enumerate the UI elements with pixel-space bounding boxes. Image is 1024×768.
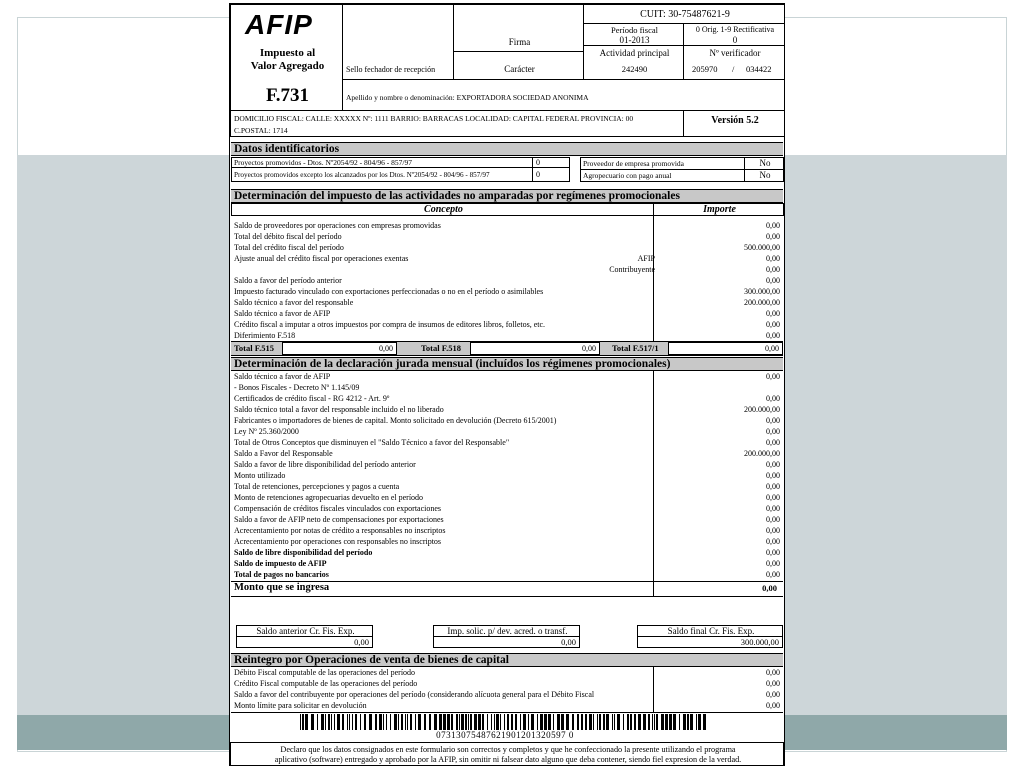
- declaracion-row-value: 0,00: [766, 438, 780, 447]
- barcode-bar: [603, 714, 605, 730]
- orig-value: 0: [732, 35, 738, 45]
- barcode-bar: [585, 714, 587, 730]
- total-518-label: Total F.518: [421, 343, 461, 353]
- barcode-bar: [375, 714, 377, 730]
- declaracion-row-label: Saldo de libre disponibilidad del período: [234, 548, 373, 557]
- barcode-bar: [321, 714, 324, 730]
- determinacion-row: [234, 297, 780, 308]
- saldo-final-value: 300.000,00: [740, 637, 779, 647]
- barcode-bar: [331, 714, 332, 730]
- declaracion-row: [234, 382, 780, 393]
- saldo-anterior-value-box: [236, 636, 373, 648]
- barcode-bar: [690, 714, 693, 730]
- determinacion-row-value: 0,00: [766, 221, 780, 230]
- declaracion-row-label: - Bonos Fiscales - Decreto Nº 1.145/09: [234, 383, 360, 392]
- declaracion-row-value: 200.000,00: [744, 449, 780, 458]
- barcode-bar: [379, 714, 382, 730]
- apellido-box: [342, 79, 785, 111]
- periodo-value: 01-2013: [619, 35, 650, 45]
- declaracion-row-value: 0,00: [766, 482, 780, 491]
- declaracion-row: [234, 415, 780, 426]
- barcode-bar: [638, 714, 641, 730]
- barcode-bar: [544, 714, 547, 730]
- barcode-bar: [468, 714, 469, 730]
- determinacion-row: [234, 231, 780, 242]
- determinacion-row: [234, 319, 780, 330]
- declaro-box: [230, 742, 784, 766]
- datos-right2-label-box: [580, 169, 745, 182]
- declaracion-row: [234, 536, 780, 547]
- version-box: [683, 110, 785, 137]
- declaracion-row: [234, 459, 780, 470]
- determinacion-row: [234, 286, 780, 297]
- verificador-box: [683, 45, 785, 80]
- total-515-box: [282, 342, 397, 355]
- declaracion-row-label: Monto de retenciones agropecuarias devuelto en el período: [234, 493, 424, 502]
- total-518-value: 0,00: [582, 344, 596, 353]
- declaracion-row: [234, 470, 780, 481]
- f731-form: [229, 3, 785, 766]
- declaracion-row-label: Ley Nº 25.360/2000: [234, 427, 299, 436]
- periodo-box: [583, 23, 684, 46]
- verificador-value-a: 205970: [692, 64, 718, 74]
- barcode-bar: [459, 714, 460, 730]
- barcode-bar: [648, 714, 650, 730]
- declaracion-row-value: 0,00: [766, 559, 780, 568]
- tax-title-line1: Impuesto al: [259, 47, 316, 59]
- barcode-bar: [606, 714, 609, 730]
- declaracion-row-value: 0,00: [766, 394, 780, 403]
- barcode-bar: [656, 714, 658, 730]
- barcode-bar: [355, 714, 357, 730]
- reintegro-row: [234, 700, 780, 711]
- declaracion-row-value: 0,00: [766, 537, 780, 546]
- determinacion-row-label: Total del débito fiscal del período: [234, 232, 342, 241]
- declaracion-row-label: Total de retenciones, percepciones y pagos a cuenta: [234, 482, 400, 491]
- barcode-bar: [360, 714, 361, 730]
- saldo-final-label: Saldo final Cr. Fis. Exp.: [667, 626, 755, 636]
- total-517-value: 0,00: [765, 344, 779, 353]
- barcode-bar: [347, 714, 348, 730]
- barcode-bar: [337, 714, 340, 730]
- declaracion-row-value: 0,00: [766, 372, 780, 381]
- determinacion-row: [234, 264, 780, 275]
- determinacion-row-value: 0,00: [766, 265, 780, 274]
- col-concepto-header: [231, 203, 654, 216]
- declaro-line2: aplicativo (software) entregado y aprobado por la AFIP, sin omitir ni falsear dato alguno que deba contener, siendo fiel expresion de la verdad.: [274, 755, 742, 764]
- datos-right1-value: No: [759, 158, 771, 168]
- declaracion-row-label: Saldo técnico a favor de AFIP: [234, 372, 331, 381]
- determinacion-row-value: 0,00: [766, 331, 780, 340]
- determinacion-row: [234, 253, 780, 264]
- col-importe-header: [653, 203, 784, 216]
- afip-logo: AFIP: [245, 9, 313, 40]
- datos-row2-value: 0: [536, 170, 540, 179]
- barcode-bar: [364, 714, 366, 730]
- determinacion-row-label: Saldo técnico a favor de AFIP: [234, 309, 331, 318]
- actividad-box: [583, 45, 684, 80]
- reintegro-row-label: Débito Fiscal computable de las operaciones del período: [234, 668, 416, 677]
- datos-right2-label: Agropecuario con pago anual: [583, 171, 672, 180]
- barcode-bar: [665, 714, 668, 730]
- determinacion-row: [234, 242, 780, 253]
- declaracion-row-value: 0,00: [766, 526, 780, 535]
- barcode-bar: [566, 714, 569, 730]
- reintegro-section-title: Reintegro por Operaciones de venta de bienes de capital: [231, 653, 783, 667]
- declaracion-row-label: Acrecentamiento por operaciones con responsables no inscriptos: [234, 537, 442, 546]
- declaracion-row-label: Compensación de créditos fiscales vinculados con exportaciones: [234, 504, 442, 513]
- determinacion-row-value: 0,00: [766, 276, 780, 285]
- declaracion-row-label: Saldo de impuesto de AFIP: [234, 559, 327, 568]
- caracter-box: [453, 51, 584, 80]
- datos-section-title: Datos identificatorios: [231, 142, 783, 156]
- barcode-bar: [369, 714, 372, 730]
- barcode-bar: [334, 714, 335, 730]
- barcode-graphic: [300, 714, 710, 731]
- barcode-bar: [504, 714, 505, 730]
- logo-box: [230, 4, 343, 111]
- determinacion-row-sublabel: AFIP: [637, 254, 655, 263]
- declaracion-row-label: Certificados de crédito fiscal - RG 4212 - Art. 9º: [234, 394, 390, 403]
- barcode-bar: [405, 714, 406, 730]
- monto-value: 0,00: [762, 583, 777, 593]
- declaracion-row-label: Saldo a Favor del Responsable: [234, 449, 333, 458]
- barcode-bar: [634, 714, 636, 730]
- barcode-bar: [410, 714, 412, 730]
- barcode-bar: [401, 714, 403, 730]
- determinacion-row: [234, 308, 780, 319]
- orig-box: [683, 23, 785, 46]
- determinacion-row-label: Saldo a favor del período anterior: [234, 276, 342, 285]
- determinacion-row-label: Impuesto facturado vinculado con exportaciones perfeccionadas o no en el período o asimilables: [234, 287, 544, 296]
- barcode-bar: [523, 714, 526, 730]
- barcode-bar: [614, 714, 615, 730]
- declaracion-row-label: Total de Otros Conceptos que disminuyen el "Saldo Técnico a favor del Responsable": [234, 438, 510, 447]
- monto-bottom-line: [231, 596, 783, 597]
- barcode-bar: [557, 714, 560, 730]
- reintegro-row: [234, 678, 780, 689]
- barcode-bar: [528, 714, 529, 730]
- datos-right2-value-box: [744, 169, 784, 182]
- reintegro-row-label: Saldo a favor del contribuyente por operaciones del período (considerando alícuota general para el Débito Fiscal: [234, 690, 595, 699]
- actividad-value: 242490: [621, 64, 648, 74]
- periodo-label: Período fiscal: [611, 25, 658, 35]
- total-515-value: 0,00: [379, 344, 393, 353]
- determinacion-row-value: 200.000,00: [744, 298, 780, 307]
- barcode-bar: [673, 714, 676, 730]
- datos-right1-label: Proveedor de empresa promovida: [583, 159, 685, 168]
- reintegro-row-value: 0,00: [766, 701, 780, 710]
- determinacion-row-label: Saldo de proveedores por operaciones con empresas promovidas: [234, 221, 441, 230]
- barcode-bar: [470, 714, 472, 730]
- barcode-bar: [548, 714, 551, 730]
- barcode-bar: [311, 714, 314, 730]
- barcode-bar: [511, 714, 513, 730]
- reintegro-row: [234, 689, 780, 700]
- barcode-bar: [515, 714, 517, 730]
- barcode-bar: [439, 714, 442, 730]
- barcode-bar: [627, 714, 629, 730]
- barcode-bar: [328, 714, 330, 730]
- declaracion-section-title: Determinación de la declaración jurada mensual (incluídos los régimenes promocionales): [231, 357, 783, 371]
- barcode-bar: [407, 714, 408, 730]
- declaracion-row-label: Monto utilizado: [234, 471, 286, 480]
- verificador-separator: /: [732, 64, 735, 74]
- barcode-bar: [630, 714, 632, 730]
- declaracion-row-label: Saldo a favor de libre disponibilidad del período anterior: [234, 460, 416, 469]
- version-label: Versión 5.2: [711, 115, 759, 126]
- datos-row1-value: 0: [536, 158, 540, 167]
- declaracion-row-label: Saldo técnico total a favor del responsable incluido el no liberado: [234, 405, 444, 414]
- total-517-label: Total F.517/1: [612, 343, 659, 353]
- barcode-bar: [394, 714, 397, 730]
- firma-label: Firma: [508, 37, 531, 47]
- monto-label: Monto que se ingresa: [234, 582, 330, 593]
- declaracion-row: [234, 569, 780, 580]
- determinacion-row-sublabel: Contribuyente: [609, 265, 655, 274]
- determinacion-row: [234, 220, 780, 231]
- barcode-bar: [597, 714, 598, 730]
- declaracion-row-value: 0,00: [766, 460, 780, 469]
- barcode-bar: [589, 714, 592, 730]
- barcode-bar: [703, 714, 706, 730]
- barcode-bar: [418, 714, 421, 730]
- barcode-bar: [447, 714, 450, 730]
- declaracion-row-value: 0,00: [766, 570, 780, 579]
- domicilio-box: [230, 110, 684, 137]
- declaracion-row: [234, 404, 780, 415]
- apellido-value: EXPORTADORA SOCIEDAD ANONIMA: [456, 93, 589, 102]
- total-515-label: Total F.515: [234, 343, 274, 353]
- tax-title-line2: Valor Agregado: [250, 60, 325, 72]
- barcode-bar: [683, 714, 686, 730]
- reintegro-row-value: 0,00: [766, 679, 780, 688]
- barcode-bar: [654, 714, 655, 730]
- barcode-bar: [342, 714, 344, 730]
- saldo-anterior-label: Saldo anterior Cr. Fis. Exp.: [256, 626, 355, 636]
- barcode-bar: [300, 714, 301, 730]
- barcode-bar: [482, 714, 484, 730]
- barcode-bar: [386, 714, 387, 730]
- barcode-bar: [349, 714, 350, 730]
- barcode-bar: [302, 714, 304, 730]
- barcode-bar: [474, 714, 477, 730]
- barcode-bar: [599, 714, 601, 730]
- barcode-bar: [581, 714, 583, 730]
- datos-row2-value-box: [532, 167, 570, 182]
- apellido-label: Apellido y nombre o denominación:: [346, 93, 455, 102]
- saldo-anterior-value: 0,00: [354, 637, 369, 647]
- determinacion-row: [234, 330, 780, 341]
- barcode-bar: [305, 714, 308, 730]
- cuit-value: CUIT: 30-75487621-9: [640, 9, 730, 20]
- determinacion-row-label: Crédito fiscal a imputar a otros impuestos por compra de insumos de editores libros, folletos, etc.: [234, 320, 546, 329]
- orig-label: 0 Orig. 1-9 Rectificativa: [695, 25, 775, 34]
- barcode-bar: [561, 714, 564, 730]
- barcode-bar: [415, 714, 416, 730]
- declaracion-row-value: 0,00: [766, 416, 780, 425]
- barcode-bar: [478, 714, 481, 730]
- barcode-bar: [572, 714, 574, 730]
- caracter-label: Carácter: [504, 64, 535, 74]
- determinacion-row-label: Ajuste anual del crédito fiscal por operaciones exentas: [234, 254, 409, 263]
- total-517-box: [668, 342, 783, 355]
- imp-solic-value: 0,00: [561, 637, 576, 647]
- declaracion-row-value: 0,00: [766, 548, 780, 557]
- reintegro-row-value: 0,00: [766, 668, 780, 677]
- declaracion-row: [234, 426, 780, 437]
- barcode-number: 07313075487621901201320597 0: [436, 730, 574, 740]
- actividad-label: Actividad principal: [599, 48, 670, 58]
- barcode-bar: [429, 714, 431, 730]
- determinacion-row: [234, 275, 780, 286]
- barcode-bar: [317, 714, 318, 730]
- declaracion-row: [234, 492, 780, 503]
- cuit-box: [583, 4, 785, 24]
- barcode-bar: [698, 714, 701, 730]
- determinacion-row-value: 0,00: [766, 254, 780, 263]
- col-importe-label: Importe: [703, 204, 736, 215]
- declaro-line1: Declaro que los datos consignados en este formulario son correctos y completos y que he confeccionado la presente utilizando el programa: [280, 745, 736, 754]
- declaracion-row-value: 0,00: [766, 427, 780, 436]
- barcode-bar: [465, 714, 467, 730]
- declaracion-row: [234, 525, 780, 536]
- declaracion-row: [234, 503, 780, 514]
- declaracion-row-label: Saldo a favor de AFIP neto de compensaciones por exportaciones: [234, 515, 444, 524]
- declaracion-row-value: 0,00: [766, 471, 780, 480]
- determinacion-row-label: Total del crédito fiscal del período: [234, 243, 344, 252]
- determinacion-section-title: Determinación del impuesto de las actividades no amparadas por regímenes promocionales: [231, 189, 783, 203]
- barcode-bar: [461, 714, 464, 730]
- barcode-bar: [617, 714, 620, 730]
- declaracion-row: [234, 514, 780, 525]
- domicilio-fiscal: DOMICILIO FISCAL: CALLE: XXXXX Nº: 1111 BARRIO: BARRACAS LOCALIDAD: CAPITAL FEDERAL PROVINCIA: 00: [234, 114, 634, 123]
- barcode-bar: [494, 714, 495, 730]
- declaracion-row: [234, 481, 780, 492]
- verificador-label: Nº verificador: [709, 48, 761, 58]
- barcode-bar: [390, 714, 391, 730]
- determinacion-row-value: 0,00: [766, 309, 780, 318]
- imp-solic-label: Imp. solic. p/ dev. acred. o transf.: [447, 626, 568, 636]
- determinacion-row-label: Diferimiento F.518: [234, 331, 296, 340]
- declaracion-row-label: Acrecentamiento por notas de crédito a responsables no inscriptos: [234, 526, 446, 535]
- declaracion-row-value: 0,00: [766, 504, 780, 513]
- barcode-bar: [643, 714, 646, 730]
- declaracion-row: [234, 437, 780, 448]
- declaracion-row: [234, 393, 780, 404]
- barcode-bar: [577, 714, 579, 730]
- determinacion-row-value: 0,00: [766, 232, 780, 241]
- barcode-bar: [679, 714, 680, 730]
- declaracion-row-label: Fabricantes o importadores de bienes de capital. Monto solicitado en devolución (Decreto 615/2001): [234, 416, 557, 425]
- barcode-bar: [540, 714, 543, 730]
- barcode-bar: [487, 714, 488, 730]
- barcode-bar: [669, 714, 672, 730]
- determinacion-row-label: Saldo técnico a favor del responsable: [234, 298, 354, 307]
- reintegro-row-label: Monto límite para solicitar en devolución: [234, 701, 367, 710]
- declaracion-row-label: Total de pagos no bancarios: [234, 570, 329, 579]
- reintegro-row-label: Crédito Fiscal computable de las operaciones del período: [234, 679, 418, 688]
- barcode-bar: [325, 714, 326, 730]
- barcode-bar: [500, 714, 501, 730]
- barcode-bar: [661, 714, 664, 730]
- datos-row2-label-box: [231, 167, 533, 182]
- barcode-bar: [696, 714, 697, 730]
- barcode-bar: [612, 714, 613, 730]
- declaracion-row: [234, 448, 780, 459]
- declaracion-row: [234, 558, 780, 569]
- barcode-bar: [553, 714, 554, 730]
- barcode-bar: [520, 714, 521, 730]
- barcode-bar: [398, 714, 399, 730]
- barcode-bar: [434, 714, 437, 730]
- barcode-bar: [531, 714, 534, 730]
- declaracion-row: [234, 547, 780, 558]
- barcode-bar: [443, 714, 446, 730]
- barcode-bar: [652, 714, 653, 730]
- codigo-postal: C.POSTAL: 1714: [234, 126, 288, 135]
- reintegro-row: [234, 667, 780, 678]
- barcode-bar: [496, 714, 499, 730]
- saldo-final-value-box: [637, 636, 783, 648]
- determinacion-row-value: 500.000,00: [744, 243, 780, 252]
- barcode-bar: [623, 714, 624, 730]
- sello-label: Sello fechador de recepción: [346, 65, 436, 74]
- datos-right2-value: No: [759, 170, 771, 180]
- declaracion-row-value: 0,00: [766, 515, 780, 524]
- barcode-bar: [491, 714, 492, 730]
- apellido-line: [346, 93, 588, 102]
- datos-row2-label: Proyectos promovidos excepto los alcanzados por los Dtos. Nº2054/92 - 804/96 - 857/97: [234, 171, 490, 179]
- reintegro-bottom-line: [231, 712, 783, 713]
- barcode-bar: [456, 714, 458, 730]
- barcode-bar: [687, 714, 689, 730]
- declaracion-row-value: 200.000,00: [744, 405, 780, 414]
- datos-row1-label: Proyectos promovidos - Dtos. Nº2054/92 - 804/96 - 857/97: [234, 158, 412, 167]
- sello-box: [342, 4, 454, 80]
- declaracion-row-value: 0,00: [766, 493, 780, 502]
- verificador-value-b: 034422: [746, 64, 772, 74]
- form-number: F.731: [265, 85, 310, 106]
- barcode-bar: [537, 714, 538, 730]
- determinacion-row-value: 300.000,00: [744, 287, 780, 296]
- barcode-bar: [451, 714, 453, 730]
- imp-solic-value-box: [433, 636, 580, 648]
- col-concepto-label: Concepto: [424, 204, 463, 215]
- barcode-bar: [507, 714, 509, 730]
- barcode-bar: [383, 714, 384, 730]
- total-518-box: [470, 342, 600, 355]
- firma-box: [453, 4, 584, 52]
- declaracion-row: [234, 371, 780, 382]
- barcode-bar: [424, 714, 426, 730]
- determinacion-row-value: 0,00: [766, 320, 780, 329]
- barcode-bar: [593, 714, 594, 730]
- barcode-bar: [352, 714, 353, 730]
- reintegro-row-value: 0,00: [766, 690, 780, 699]
